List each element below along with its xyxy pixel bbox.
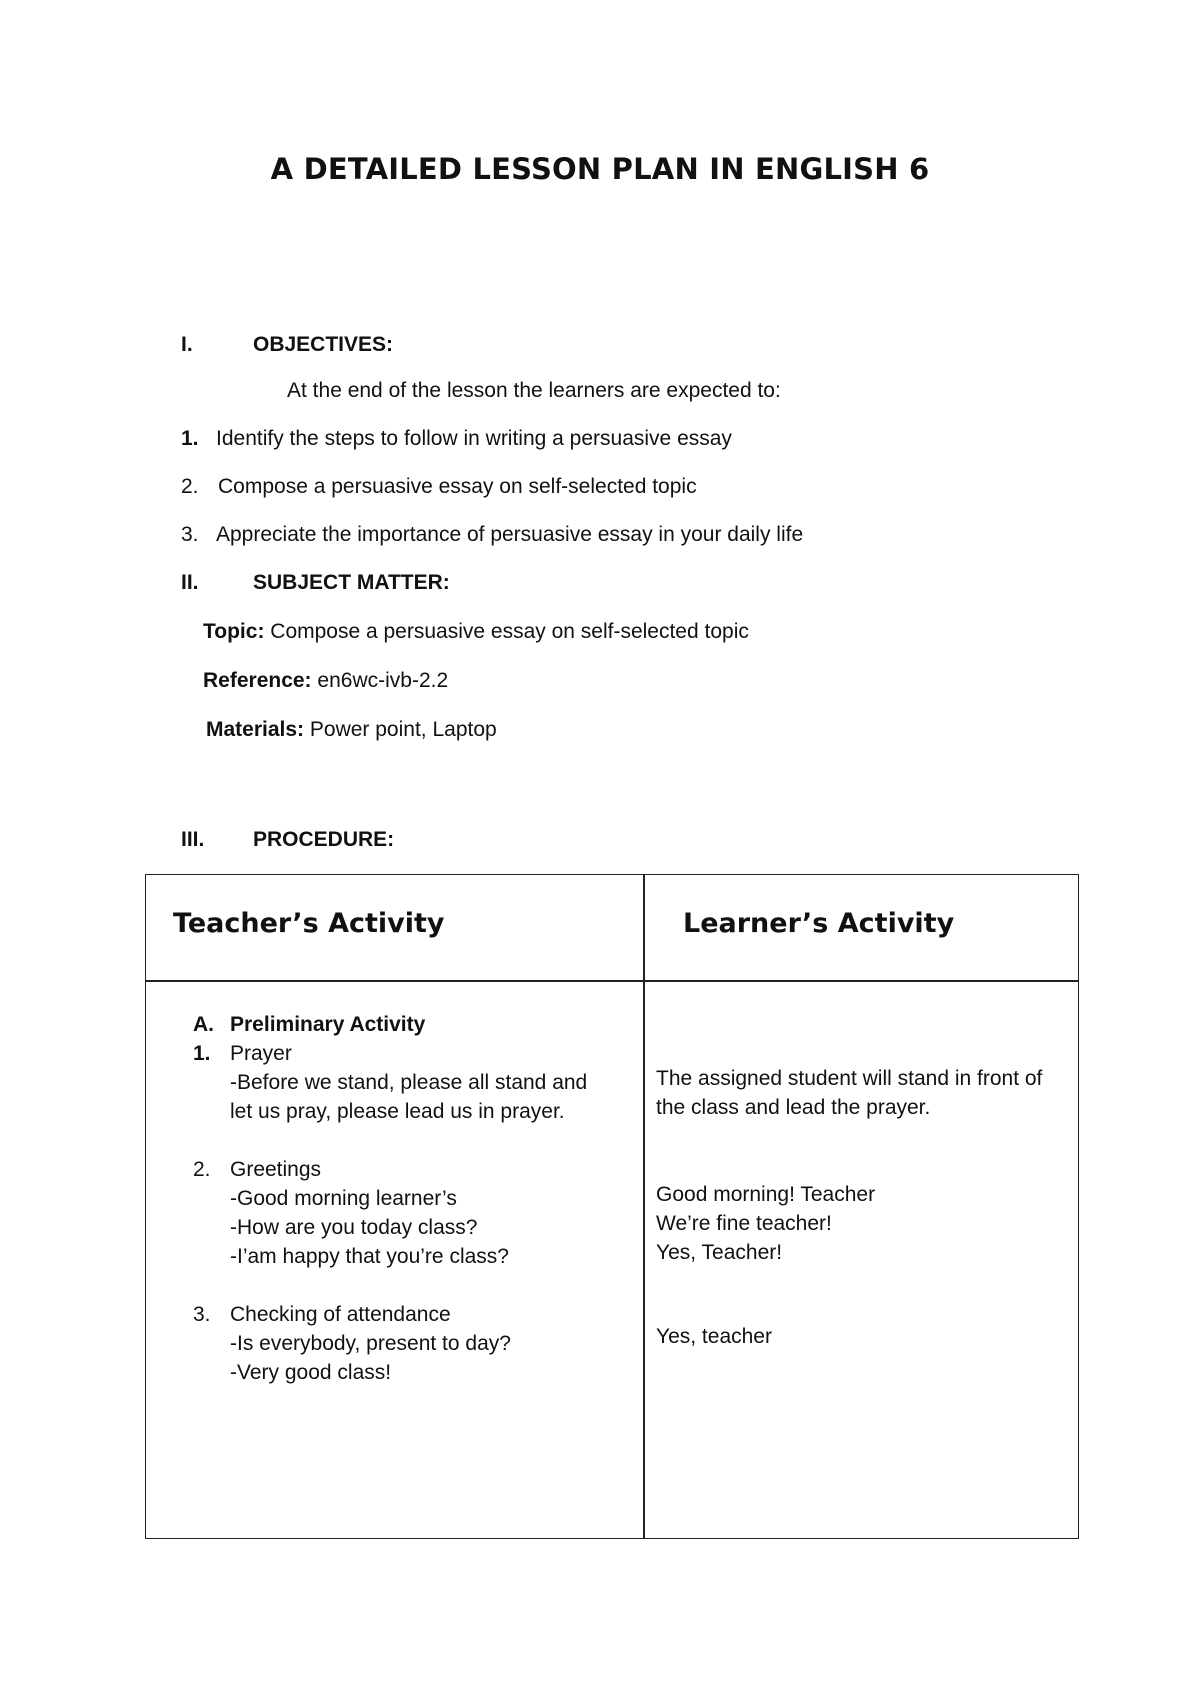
table-column-divider: [643, 874, 645, 1539]
learner-prayer-line-1: The assigned student will stand in front of: [656, 1067, 1043, 1090]
item-2-line-1: -Good morning learner’s: [230, 1187, 457, 1210]
learner-greeting-line-3: Yes, Teacher!: [656, 1241, 783, 1264]
objective-1-text: Identify the steps to follow in writing a persuasive essay: [216, 427, 732, 450]
learner-attendance-line-1: Yes, teacher: [656, 1325, 772, 1348]
teacher-activity-header: Teacher’s Activity: [173, 908, 445, 939]
topic-line: [203, 619, 749, 644]
learner-greeting-line-1: Good morning! Teacher: [656, 1183, 876, 1206]
subject-matter-number: II.: [181, 571, 199, 594]
item-1-title: Prayer: [230, 1042, 292, 1065]
objective-2-number: 2.: [181, 475, 199, 498]
reference-label: Reference:: [203, 669, 312, 692]
objective-3-number: 3.: [181, 523, 199, 546]
procedure-heading: PROCEDURE:: [253, 828, 395, 851]
objectives-number: I.: [181, 333, 193, 356]
topic-value: Compose a persuasive essay on self-selected topic: [270, 620, 749, 643]
item-2-title: Greetings: [230, 1158, 322, 1181]
item-2-line-2: -How are you today class?: [230, 1216, 478, 1239]
learner-activity-header: Learner’s Activity: [683, 908, 955, 939]
item-1-line-1: -Before we stand, please all stand and: [230, 1071, 588, 1094]
procedure-number: III.: [181, 828, 205, 851]
objectives-intro: At the end of the lesson the learners are expected to:: [287, 379, 781, 402]
document-title: A DETAILED LESSON PLAN IN ENGLISH 6: [270, 152, 930, 186]
item-3-number: 3.: [193, 1303, 211, 1326]
item-1-number: 1.: [193, 1042, 211, 1065]
learner-prayer-line-2: the class and lead the prayer.: [656, 1096, 931, 1119]
item-3-line-1: -Is everybody, present to day?: [230, 1332, 511, 1355]
teacher-section-title: Preliminary Activity: [230, 1013, 426, 1036]
subject-matter-heading: SUBJECT MATTER:: [253, 571, 450, 594]
item-3-title: Checking of attendance: [230, 1303, 451, 1326]
materials-label: Materials:: [206, 718, 305, 741]
objectives-heading: OBJECTIVES:: [253, 333, 394, 356]
reference-value: en6wc-ivb-2.2: [317, 669, 449, 692]
item-2-line-3: -I’am happy that you’re class?: [230, 1245, 509, 1268]
item-2-number: 2.: [193, 1158, 211, 1181]
objective-2-text: Compose a persuasive essay on self-selected topic: [218, 475, 697, 498]
objective-1-number: 1.: [181, 427, 199, 450]
topic-label: Topic:: [203, 620, 265, 643]
table-header-divider: [145, 980, 1079, 982]
item-1-line-2: let us pray, please lead us in prayer.: [230, 1100, 565, 1123]
materials-line: [206, 717, 497, 742]
reference-line: [203, 668, 448, 693]
learner-greeting-line-2: We’re fine teacher!: [656, 1212, 832, 1235]
objective-3-text: Appreciate the importance of persuasive essay in your daily life: [216, 523, 804, 546]
materials-value: Power point, Laptop: [309, 718, 497, 741]
teacher-section-letter: A.: [193, 1013, 214, 1036]
item-3-line-2: -Very good class!: [230, 1361, 392, 1384]
